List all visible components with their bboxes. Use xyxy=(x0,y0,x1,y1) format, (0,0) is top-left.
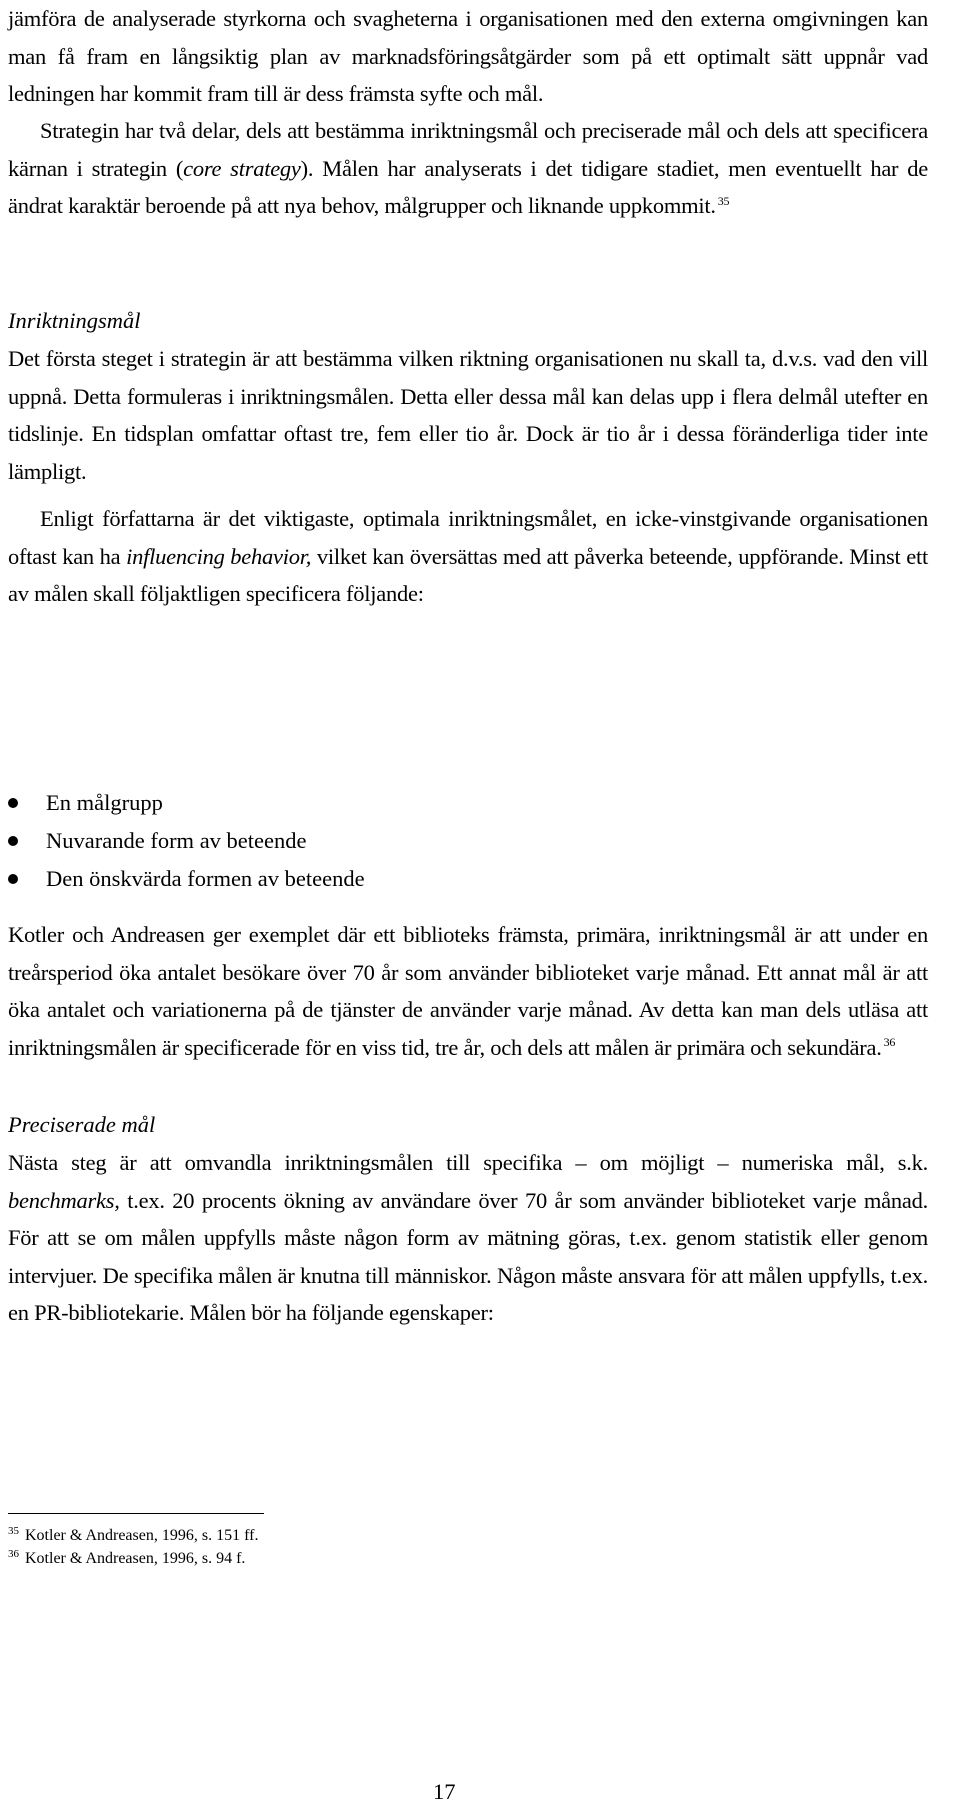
footnote-ref-36[interactable]: 36 xyxy=(883,1035,896,1049)
footnote-ref-35[interactable]: 35 xyxy=(717,193,730,208)
footnotes xyxy=(8,1524,908,1570)
list-item: Den önskvärda formen av beteende xyxy=(8,860,908,898)
paragraph-authors: Enligt författarna är det viktigaste, optimala inriktningsmålet, en icke-vinstgivande organisationen oftast kan ha influencing behavior, vilket kan översättas med att påverka beteende, uppförande. Minst ett av målen skall följaktligen specificera följande: xyxy=(8,506,928,606)
term-influencing-behavior: influencing behavior, xyxy=(126,543,312,569)
paragraph-strategy: Strategin har två delar, dels att bestämma inriktningsmål och preciserade mål och dels att specificera kärnan i strategin (core strategy). Målen har analyserats i det tidigare stadiet, men eventuellt har de ändrat karaktär beroende på att nya behov, målgrupper och liknande uppkommit. $^{35}$ xyxy=(8,118,929,218)
footnote-36: $^{36}$ Kotler & Andreasen, 1996, s. 94 f. xyxy=(8,1547,246,1567)
list-item: En målgrupp xyxy=(8,784,908,822)
term-core-strategy: core strategy xyxy=(183,155,301,181)
bullet-icon xyxy=(8,874,18,884)
paragraph-precise: Nästa steg är att omvandla inriktningsmålen till specifika – om möjligt – numeriska mål, s.k. benchmarks, t.ex. 20 procents ökning av användare över 70 år som använder biblioteket varje månad. För att se om målen uppfylls måste någon form av mätning göras, t.ex. genom statistik eller genom intervjuer. De specifika målen är knutna till människor. Någon måste ansvara för att målen uppfylls, t.ex. en PR-bibliotekarie. Målen bör ha följande egenskaper: xyxy=(8,1150,928,1325)
paragraph-direction: Det första steget i strategin är att bestämma vilken riktning organisationen nu skall ta, d.v.s. vad den vill uppnå. Detta formuleras i inriktningsmålen. Detta eller dessa mål kan delas upp i flera delmål utefter en tidslinje. En tidsplan omfattar oftast tre, fem eller tio år. Dock är tio år i dessa föränderliga tider inte lämpligt. xyxy=(8,346,928,484)
footnote-35: $^{35}$ Kotler & Andreasen, 1996, s. 151 ff. xyxy=(8,1524,259,1544)
footnote-divider xyxy=(8,1513,264,1514)
term-benchmarks: benchmarks, xyxy=(8,1187,120,1213)
page-number: 17 xyxy=(433,1779,456,1804)
heading-inriktningsmal: Inriktningsmål xyxy=(8,308,141,333)
bullet-list xyxy=(8,784,908,898)
bullet-icon xyxy=(8,798,18,808)
paragraph-intro: jämföra de analyserade styrkorna och svagheterna i organisationen med den externa omgivningen kan man få fram en långsiktig plan av marknadsföringsåtgärder som på ett optimalt sätt uppnår vad ledningen har kommit fram till är dess främsta syfte och mål. xyxy=(8,6,928,106)
list-item: Nuvarande form av beteende xyxy=(8,822,908,860)
heading-preciserade-mal: Preciserade mål xyxy=(8,1112,156,1137)
bullet-icon xyxy=(8,836,18,846)
paragraph-kotler: Kotler och Andreasen ger exemplet där ett biblioteks främsta, primära, inriktningsmål är att under en treårsperiod öka antalet besökare över 70 år som använder biblioteket varje månad. Ett annat mål är att öka antalet och variationerna på de tjänster de använder varje månad. Av detta kan man dels utläsa att inriktningsmålen är specificerade för en viss tid, tre år, och dels att målen är primära och sekundära. $^{36}$ xyxy=(8,922,928,1060)
